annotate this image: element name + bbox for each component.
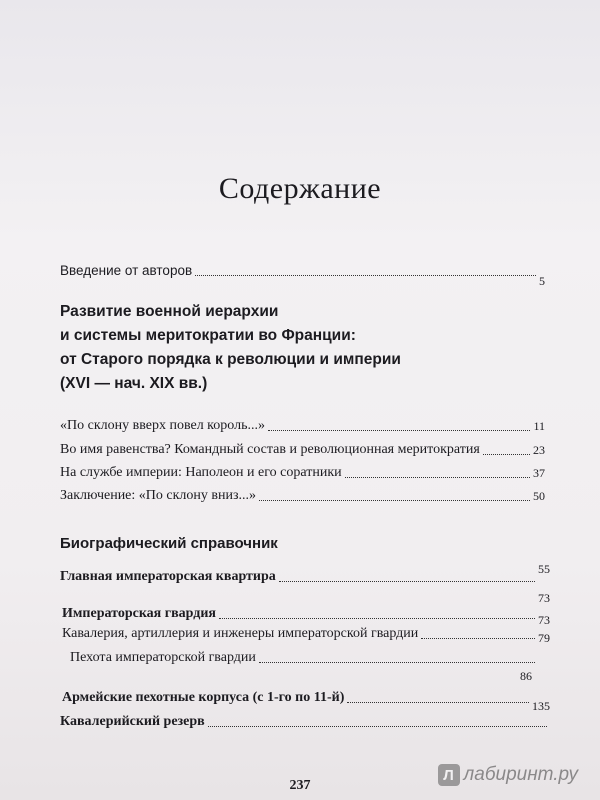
toc-entry[interactable] [60, 417, 545, 435]
toc-entry-page: 73 [538, 613, 550, 627]
toc-entry-page: 11 [533, 419, 545, 433]
toc-entry-label: «По склону вверх повел король...» [60, 418, 265, 433]
leader-dots [345, 477, 530, 478]
toc-entry-page: 55 [538, 562, 550, 576]
leader-dots [195, 275, 536, 276]
section-heading-line-1: Развитие военной иерархии [60, 303, 279, 320]
toc-entry[interactable] [60, 562, 550, 586]
toc-entry[interactable] [60, 713, 550, 731]
toc-entry-page: 135 [532, 699, 550, 713]
labirint-logo-icon: Л [438, 764, 460, 786]
section-heading-biographical: Биографический справочник [60, 535, 278, 552]
page-title: Содержание [218, 172, 382, 205]
toc-entry-page: 23 [533, 443, 545, 457]
leader-dots [483, 454, 530, 455]
toc-entry-label: Главная императорская квартира [60, 569, 276, 584]
leader-dots [421, 638, 535, 639]
leader-dots [219, 618, 535, 619]
toc-entry-label: Пехота императорской гвардии [70, 650, 256, 665]
toc-entry[interactable] [60, 487, 545, 505]
section-heading-line-2: и системы меритократии во Франции: [60, 327, 356, 344]
toc-entry-label: Императорская гвардия [62, 606, 216, 621]
leader-dots [259, 500, 530, 501]
toc-entry-intro[interactable] [60, 262, 545, 288]
toc-entry[interactable] [60, 464, 545, 482]
toc-entry-label: Армейские пехотные корпуса (с 1-го по 11-й) [62, 690, 345, 705]
toc-entry-page: 50 [533, 489, 545, 503]
toc-entry[interactable] [60, 441, 545, 459]
toc-entry-label: Введение от авторов [60, 263, 193, 278]
leader-dots [347, 702, 529, 703]
leader-dots [268, 430, 530, 431]
toc-entry-label: Заключение: «По склону вниз...» [60, 488, 257, 503]
toc-entry-page: 37 [533, 466, 545, 480]
section-heading-line-3: от Старого порядка к революции и империи [60, 351, 401, 368]
page-number: 237 [289, 778, 311, 793]
toc-entry-label: На службе империи: Наполеон и его соратники [60, 465, 342, 480]
toc-entry-label: Во имя равенства? Командный состав и революционная меритократия [60, 442, 480, 457]
toc-entry-page: 86 [520, 669, 532, 683]
watermark [438, 764, 578, 786]
toc-entry-label: Кавалерия, артиллерия и инженеры императорской гвардии [62, 626, 419, 641]
toc-entry-page: 79 [538, 631, 550, 645]
watermark-text: лабиринт.ру [463, 764, 578, 785]
toc-entry[interactable] [62, 689, 550, 713]
toc-entry-page-only[interactable] [520, 667, 550, 685]
toc-entry[interactable] [62, 591, 550, 623]
leader-dots [208, 726, 547, 727]
toc-entry-page: 73 [538, 591, 550, 605]
leader-dots [279, 581, 535, 582]
toc-entry-label: Кавалерийский резерв [60, 714, 205, 729]
toc-entry-page: 5 [539, 274, 545, 288]
section-heading-line-4: (XVI — нач. XIX вв.) [60, 375, 208, 392]
leader-dots [259, 662, 535, 663]
